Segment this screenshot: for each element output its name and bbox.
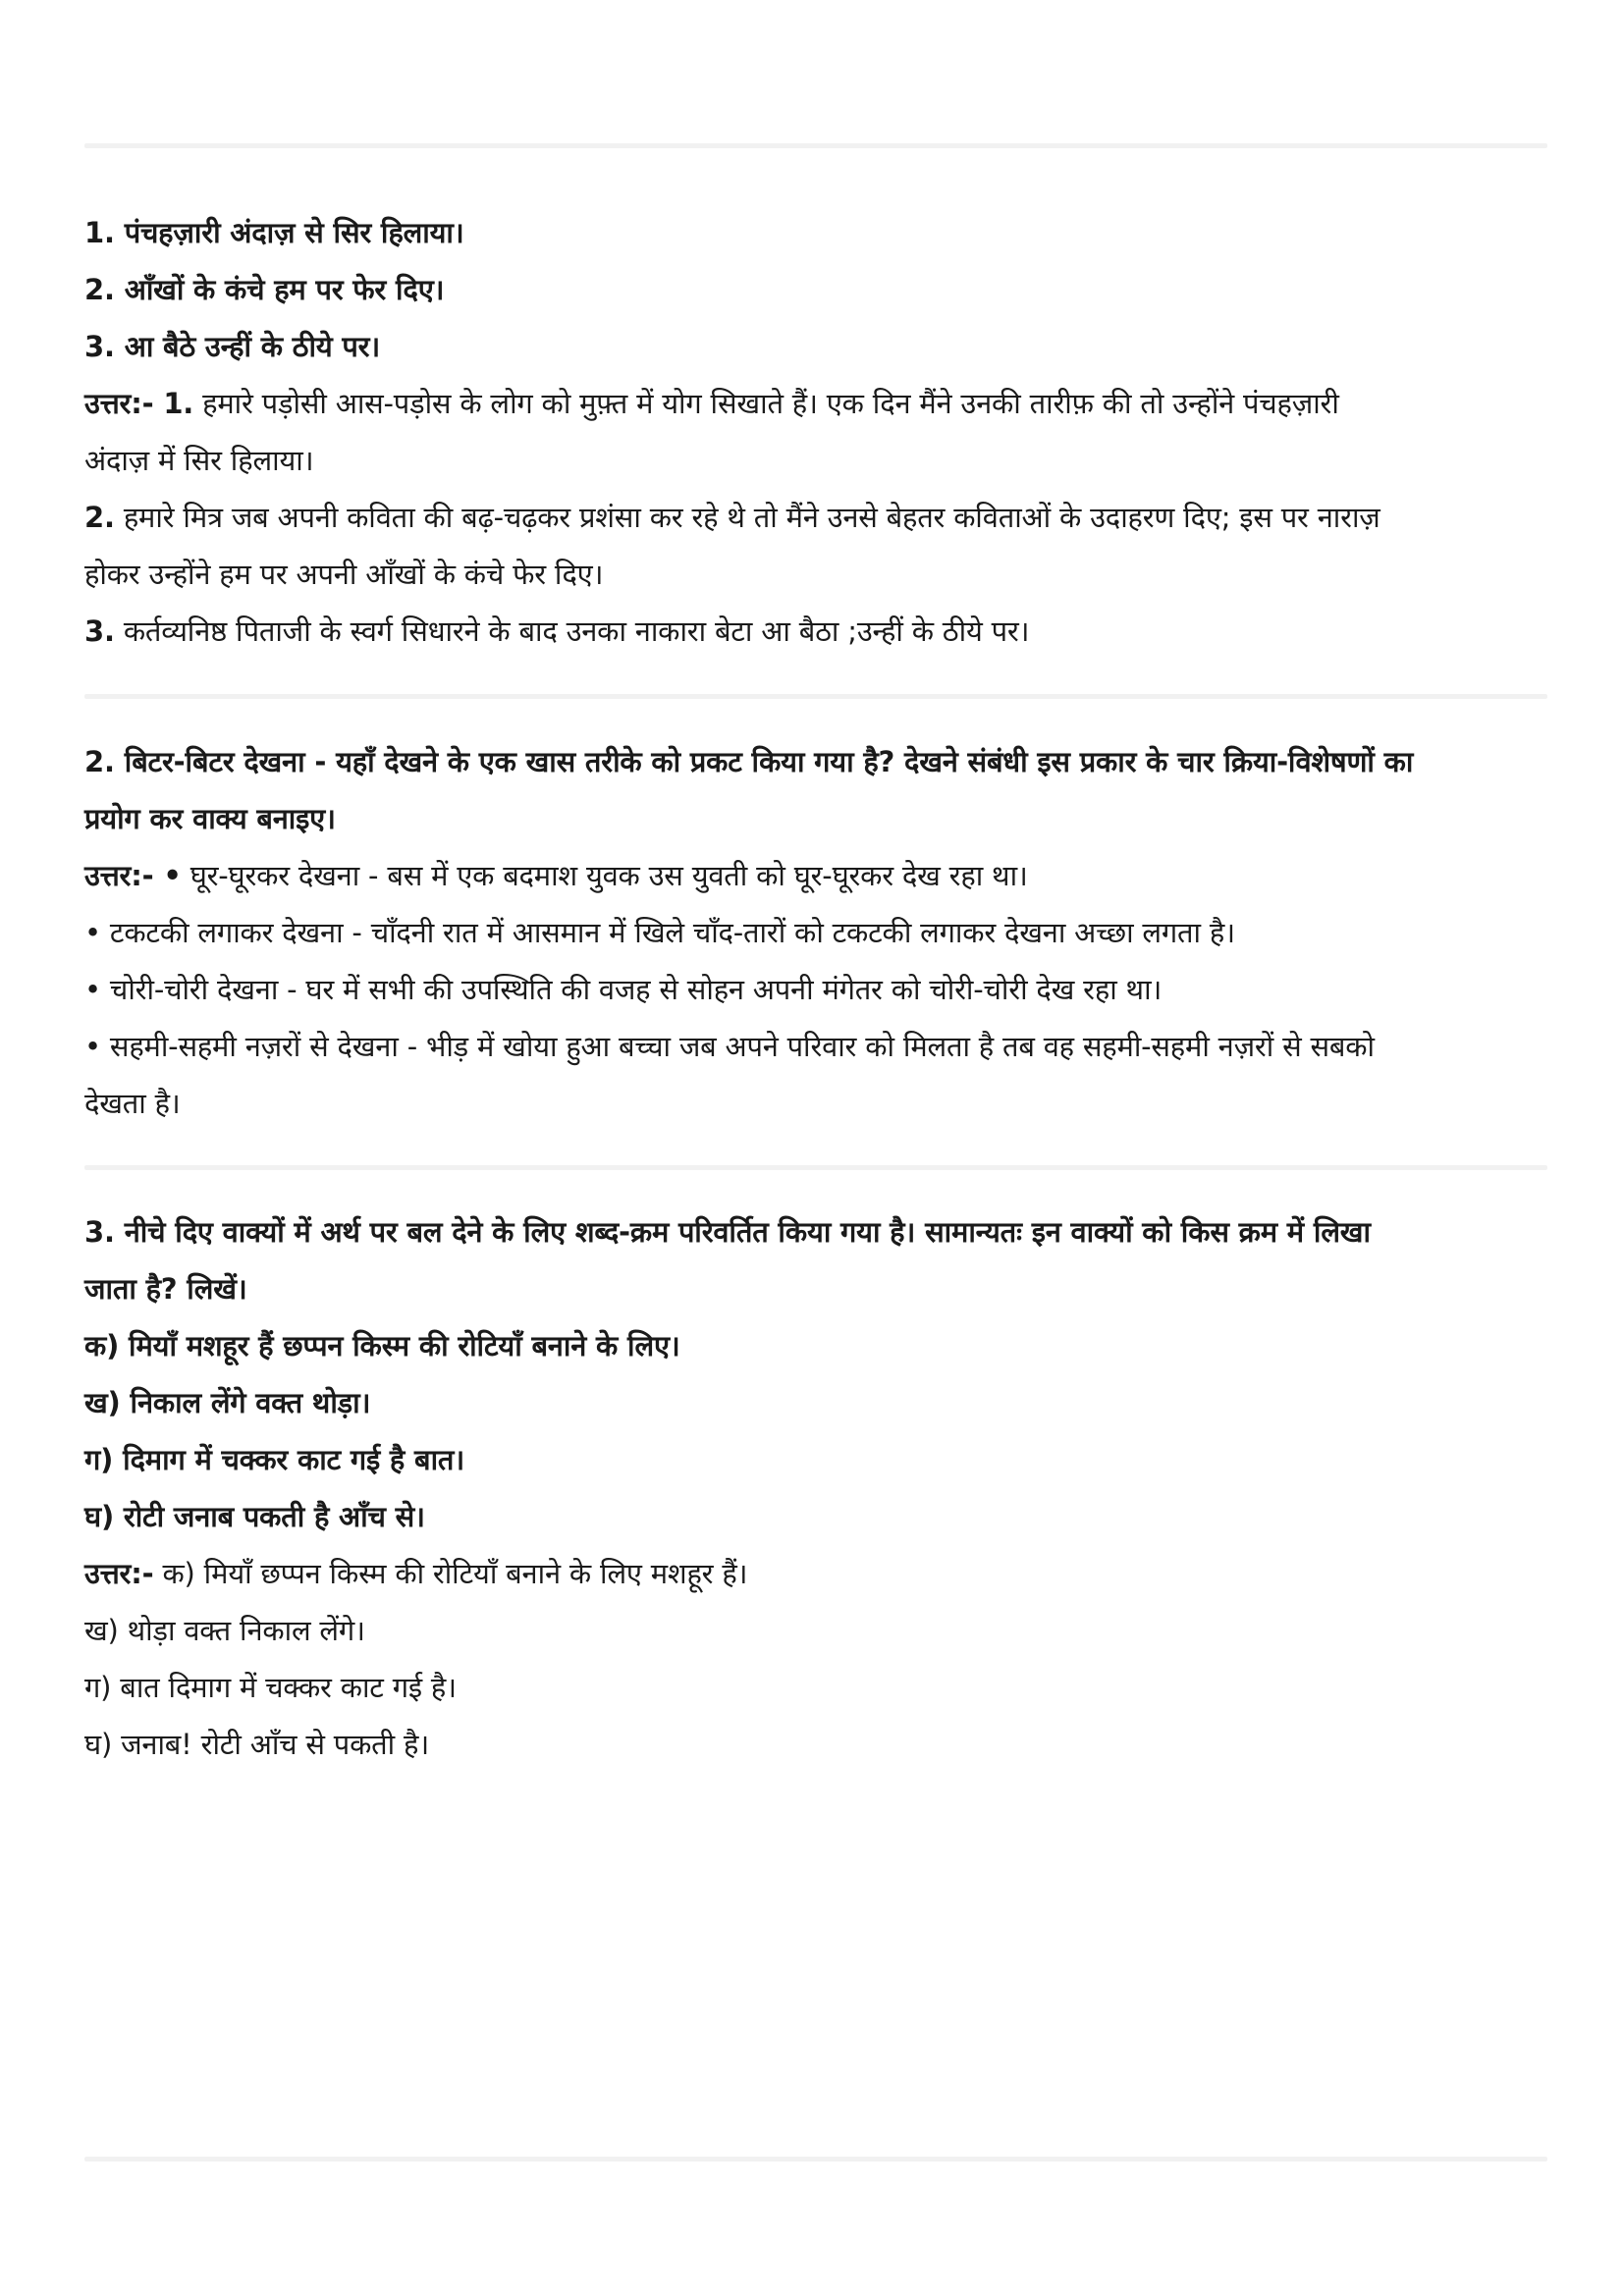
section3-answer-line: ख) थोड़ा वक्त निकाल लेंगे। (84, 1614, 365, 1647)
section-divider (84, 694, 1547, 699)
section1-answer-line (84, 603, 1557, 660)
section1-answer-line (84, 489, 1557, 546)
section3-question-item: क) मियाँ मशहूर हैं छप्पन किस्म की रोटियाँ बनाने के लिए। (84, 1329, 680, 1362)
section2-answer-line (84, 847, 1557, 904)
section2-answer-line: • सहमी-सहमी नज़रों से देखना - भीड़ में खोया हुआ बच्चा जब अपने परिवार को मिलता है तब वह सहमी-सहमी नज़रों से सबको (84, 1030, 1375, 1063)
section3-question-item: घ) रोटी जनाब पकती है आँच से। (84, 1500, 425, 1533)
answer-text: घूर-घूरकर देखना - बस में एक बदमाश युवक उस युवती को घूर-घूरकर देख रहा था। (181, 859, 1028, 892)
section2-question-line: 2. बिटर-बिटर देखना - यहाँ देखने के एक खास तरीके को प्रकट किया गया है? देखने संबंधी इस प्रकार के चार क्रिया-विशेषणों का (84, 745, 1414, 778)
section1-answer-line: होकर उन्होंने हम पर अपनी आँखों के कंचे फेर दिए। (84, 558, 604, 591)
section2-answer-line: • टकटकी लगाकर देखना - चाँदनी रात में आसमान में खिले चाँद-तारों को टकटकी लगाकर देखना अच्छा लगता है। (84, 916, 1235, 949)
section1-question-line: 2. आँखों के कंचे हम पर फेर दिए। (84, 273, 445, 306)
answer-number: 2. (84, 501, 115, 534)
section1-question-line: 1. पंचहज़ारी अंदाज़ से सिर हिलाया। (84, 216, 464, 249)
section2-answer-line: देखता है। (84, 1087, 181, 1120)
answer-label: उत्तर:- (84, 1557, 154, 1590)
section3-question-line: जाता है? लिखें। (84, 1272, 247, 1306)
section1-answer-line: अंदाज़ में सिर हिलाया। (84, 444, 314, 477)
answer-label: उत्तर:- • (84, 859, 182, 892)
section3-answer-line (84, 1545, 1557, 1602)
answer-text: कर्तव्यनिष्ठ पिताजी के स्वर्ग सिधारने के बाद उनका नाकारा बेटा आ बैठा ;उन्हीं के ठीये पर। (114, 614, 1030, 648)
section3-question-item: ग) दिमाग में चक्कर काट गई है बात। (84, 1443, 464, 1476)
section2-question-line: प्रयोग कर वाक्य बनाइए। (84, 802, 336, 835)
section3-answer-line: ग) बात दिमाग में चक्कर काट गई है। (84, 1671, 457, 1704)
answer-number: 3. (84, 614, 115, 648)
section3-question-line: 3. नीचे दिए वाक्यों में अर्थ पर बल देने के लिए शब्द-क्रम परिवर्तित किया गया है। सामान्यतः इन वाक्यों को किस क्रम में लिखा (84, 1215, 1371, 1249)
section1-answer-line (84, 375, 1557, 432)
answer-text: क) मियाँ छप्पन किस्म की रोटियाँ बनाने के लिए मशहूर हैं। (153, 1557, 748, 1590)
section1-question-line: 3. आ बैठे उन्हीं के ठीये पर। (84, 330, 381, 363)
bottom-divider (84, 2157, 1547, 2162)
section3-question-item: ख) निकाल लेंगे वक्त थोड़ा। (84, 1386, 371, 1419)
answer-label: उत्तर:- 1. (84, 387, 194, 420)
top-divider (84, 143, 1547, 148)
answer-text: हमारे पड़ोसी आस-पड़ोस के लोग को मुफ़्त में योग सिखाते हैं। एक दिन मैंने उनकी तारीफ़ की तो उन्होंने पंचहज़ारी (193, 387, 1339, 420)
section2-answer-line: • चोरी-चोरी देखना - घर में सभी की उपस्थिति की वजह से सोहन अपनी मंगेतर को चोरी-चोरी देख रहा था। (84, 973, 1163, 1006)
answer-text: हमारे मित्र जब अपनी कविता की बढ़-चढ़कर प्रशंसा कर रहे थे तो मैंने उनसे बेहतर कविताओं के उदाहरण दिए; इस पर नाराज़ (114, 501, 1380, 534)
section3-answer-line: घ) जनाब! रोटी आँच से पकती है। (84, 1728, 430, 1761)
section-divider (84, 1165, 1547, 1170)
